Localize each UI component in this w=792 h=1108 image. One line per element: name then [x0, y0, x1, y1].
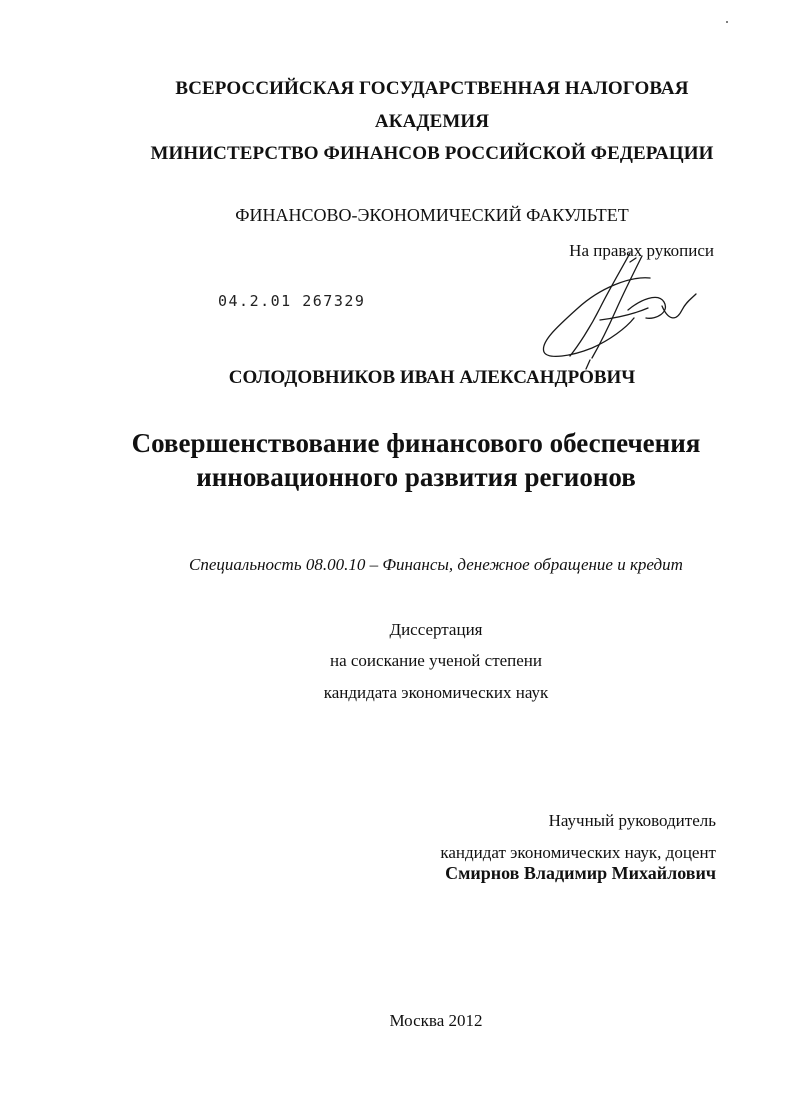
author-name: СОЛОДОВНИКОВ ИВАН АЛЕКСАНДРОВИЧ: [228, 367, 636, 388]
advisor-degree: кандидат экономических наук, доцент: [440, 843, 716, 862]
advisor-role: Научный руководитель: [548, 811, 716, 830]
dissertation-type-line-2: на соискание ученой степени: [329, 651, 543, 670]
dissertation-type-line-3: кандидата экономических наук: [323, 683, 549, 702]
institution-line-3: МИНИСТЕРСТВО ФИНАНСОВ РОССИЙСКОЙ ФЕДЕРАЦИИ: [150, 143, 714, 164]
manuscript-note: На правах рукописи: [569, 241, 714, 260]
city-year: Москва 2012: [389, 1011, 483, 1030]
dissertation-type-line-1: Диссертация: [389, 620, 483, 639]
specialty: Специальность 08.00.10 – Финансы, денежное обращение и кредит: [189, 555, 683, 574]
handwritten-signature-icon: [530, 248, 700, 373]
institution-line-1: ВСЕРОССИЙСКАЯ ГОСУДАРСТВЕННАЯ НАЛОГОВАЯ: [175, 78, 689, 99]
institution-line-2: АКАДЕМИЯ: [374, 111, 490, 132]
registration-number: 04.2.01 267329: [218, 292, 366, 310]
dissertation-title-line-1: Совершенствование финансового обеспечения: [131, 428, 701, 458]
advisor-name: Смирнов Владимир Михайлович: [445, 863, 716, 883]
faculty-name: ФИНАНСОВО-ЭКОНОМИЧЕСКИЙ ФАКУЛЬТЕТ: [235, 205, 629, 225]
dissertation-title-line-2: инновационного развития регионов: [196, 462, 636, 492]
scan-dot: [726, 21, 728, 23]
